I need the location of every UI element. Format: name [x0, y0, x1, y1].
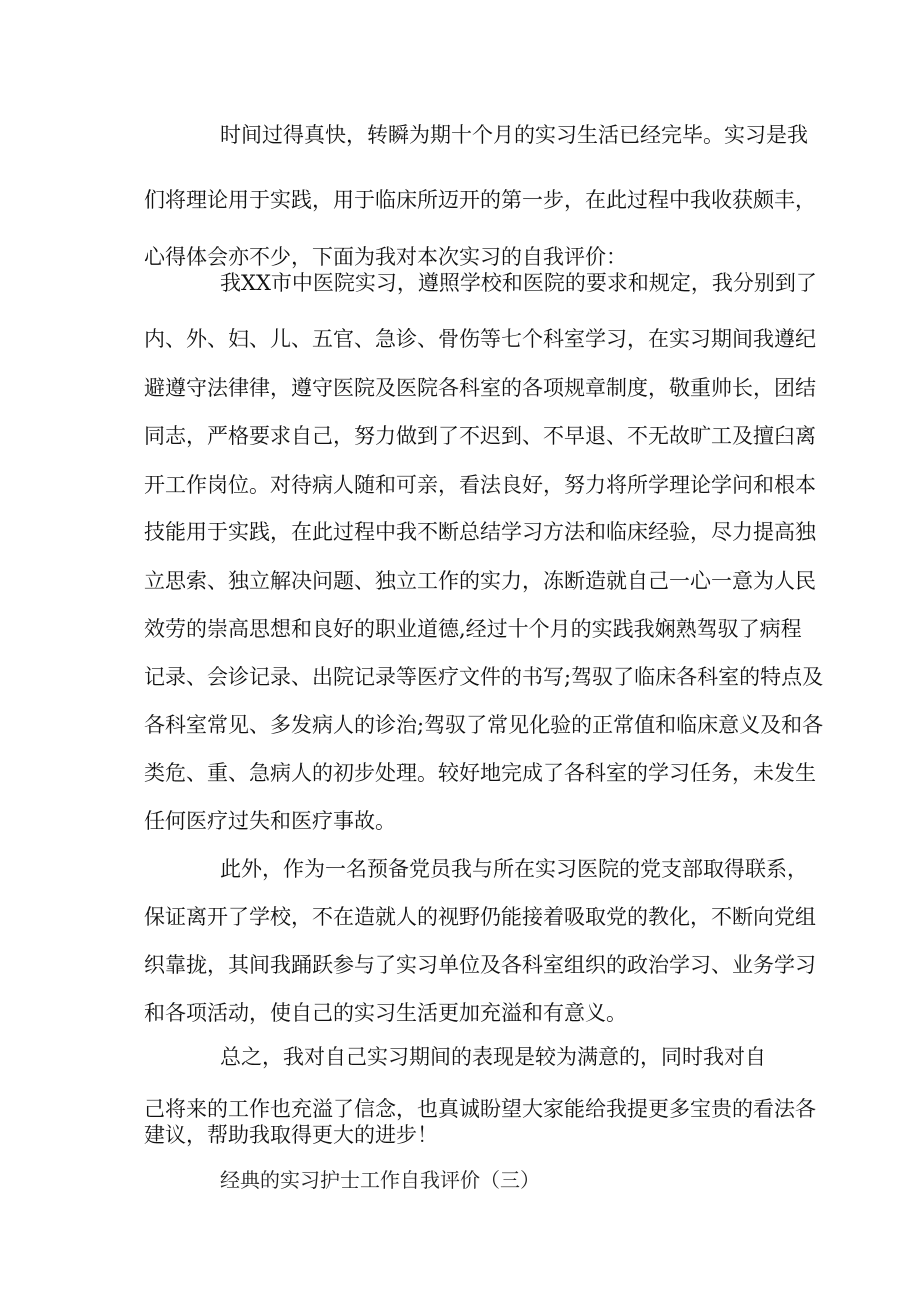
text-line: 我XX市中医院实习，遵照学校和医院的要求和规定，我分别到了 [220, 271, 817, 295]
text-line: 保证离开了学校，不在造就人的视野仍能接着吸取党的教化，不断向党组 [144, 905, 816, 929]
text-line: 此外，作为一名预备党员我与所在实习医院的党支部取得联系， [220, 857, 808, 881]
text-line: 时间过得真快，转瞬为期十个月的实习生活已经完毕。实习是我 [220, 123, 808, 147]
text-line: 立思索、独立解决问题、独立工作的实力，冻断造就自己一心一意为人民 [144, 569, 816, 593]
text-line: 技能用于实践，在此过程中我不断总结学习方法和临床经验，尽力提高独 [144, 520, 816, 544]
text-line: 建议，帮助我取得更大的进步！ [144, 1123, 438, 1147]
text-line: 心得体会亦不少，下面为我对本次实习的自我评价： [144, 245, 627, 269]
text-line: 避遵守法律律，遵守医院及医院各科室的各项规章制度，敬重帅长，团结 [144, 376, 816, 400]
text-line: 己将来的工作也充溢了信念，也真诚盼望大家能给我提更多宝贵的看法各 [144, 1097, 816, 1121]
text-line: 效劳的崇高思想和良好的职业道德,经过十个月的实践我娴熟驾驭了病程 [144, 617, 802, 641]
text-line: 们将理论用于实践，用于临床所迈开的第一步，在此过程中我收获颇丰， [144, 188, 816, 212]
text-line: 和各项活动，使自己的实习生活更加充溢和有意义。 [144, 1001, 627, 1025]
text-line: 记录、会诊记录、出院记录等医疗文件的书写;驾驭了临床各科室的特点及 [144, 665, 824, 689]
text-line: 各科室常见、多发病人的诊治;驾驭了常见化验的正常值和临床意义及和各 [144, 713, 824, 737]
text-line: 任何医疗过失和医疗事故。 [144, 809, 396, 833]
text-line: 内、外、妇、儿、五官、急诊、骨伤等七个科室学习，在实习期间我遵纪 [144, 327, 816, 351]
text-line: 织靠拢，其间我踊跃参与了实习单位及各科室组织的政治学习、业务学习 [144, 953, 816, 977]
text-line: 总之，我对自己实习期间的表现是较为满意的，同时我对自 [220, 1045, 766, 1069]
text-line: 同志，严格要求自己，努力做到了不迟到、不早退、不无故旷工及擅臼离 [144, 424, 816, 448]
text-line: 类危、重、急病人的初步处理。较好地完成了各科室的学习任务，未发生 [144, 761, 816, 785]
section-heading: 经典的实习护士工作自我评价（三） [220, 1168, 540, 1192]
text-line: 开工作岗位。对待病人随和可亲，看法良好，努力将所学理论学问和根本 [144, 473, 816, 497]
